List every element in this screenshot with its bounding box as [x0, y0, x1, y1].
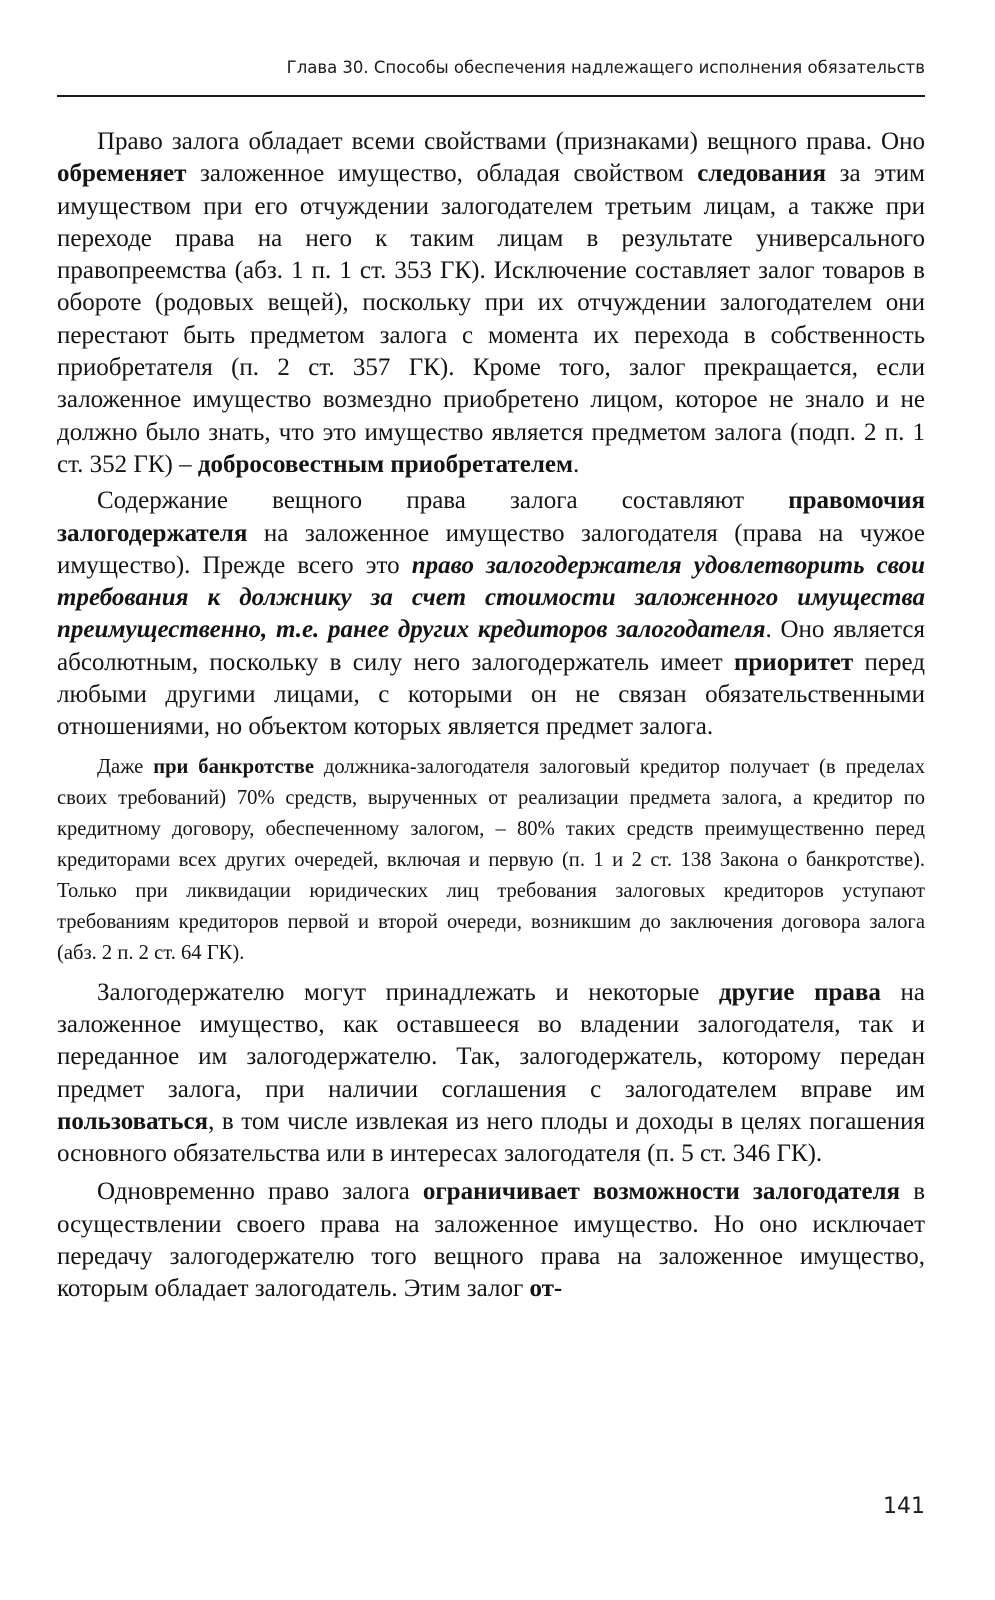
paragraph-pledgee-powers [57, 485, 925, 743]
text-run: на заложенное имущество, как оставшееся во владении залогодателя, так и переданное им залогодержателю. Так, залогодержатель, которому передан предмет залога, при наличии соглашения с залогодателем вправе им [57, 978, 925, 1103]
text-run: Залогодержателю могут принадлежать и некоторые [97, 978, 719, 1006]
text-run: в осуществлении своего права на заложенное имущество. Но оно исключает передачу залогодержателю того вещного права на заложенное имущество, которым обладает залогодатель. Этим залог [57, 1178, 925, 1303]
text-run: на заложенное имущество залогодателя (права на чужое имущество). Прежде всего это [57, 519, 925, 579]
text-run: Право залога обладает всеми свойствами (признаками) вещного права. Оно [97, 128, 925, 155]
running-title: Глава 30. Способы обеспечения надлежащего исполнения обязательств [286, 58, 925, 77]
text-run: Одновременно право залога [97, 1178, 423, 1206]
note-bankruptcy [57, 752, 925, 969]
bold-term: обременяет [57, 160, 187, 188]
text-run: . [573, 450, 580, 478]
bold-term: следования [697, 160, 826, 188]
text-run: за этим имуществом при его отчуждении залогодателем третьим лицам, а также при переходе права на него к таким лицам в результате универсального правопреемства (абз. 1 п. 1 ст. 353 ГК). Исключение составляет залог товаров в обороте (родовых вещей), поскольку при их отчуждении залогодателем они перестают быть предметом залога с момента их перехода в собственность приобретателя (п. 2 ст. 357 ГК). Кроме того, залог прекращается, если заложенное имущество возмездно приобретено лицом, которое не знало и не должно было знать, что это имущество является предметом залога (подп. 2 п. 1 ст. 352 ГК) – [57, 160, 925, 478]
bold-term: при банкротстве [153, 755, 314, 778]
bold-term: приоритет [734, 648, 854, 676]
text-run: перед любыми другими лицами, с которыми он не связан обязательственными отношениями, но объектом которых является предмет залога. [57, 648, 925, 741]
text-run: Даже [97, 755, 154, 778]
bold-italic-definition: право залогодержателя удовлетворить свои требования к должнику за счет стоимости заложенного имущества преимущественно, т.е. ранее других кредиторов залогодателя [57, 551, 926, 644]
paragraph-property-right [57, 126, 925, 481]
bold-term: от- [529, 1275, 563, 1303]
bold-term: пользоваться [57, 1107, 209, 1135]
page-number: 141 [883, 1494, 925, 1519]
bold-term: другие права [718, 978, 881, 1006]
paragraph-limitations [57, 1176, 925, 1305]
bold-term: добросовестным приобретателем [197, 450, 574, 478]
bold-term: ограничивает возможности залогодателя [422, 1178, 901, 1206]
text-run: заложенное имущество, обладая свойством [186, 160, 698, 188]
header-rule [57, 95, 925, 97]
text-run: . Оно является абсолютным, поскольку в силу него залогодержатель имеет [57, 616, 925, 676]
text-run: Содержание вещного права залога составляют [97, 487, 789, 515]
bold-term: правомочия залогодержателя [57, 487, 925, 547]
page-body [57, 126, 925, 1308]
text-run: , в том числе извлекая из него плоды и доходы в целях погашения основного обязательства или в интересах залогодателя (п. 5 ст. 346 ГК). [57, 1107, 925, 1168]
paragraph-other-rights [57, 977, 925, 1171]
text-run: должника-залогодателя залоговый кредитор получает (в пределах своих требований) 70% средств, вырученных от реализации предмета залога, а кредитор по кредитному договору, обеспеченному залогом, – 80% таких средств преимущественно перед кредиторами всех других очередей, включая и первую (п. 1 и 2 ст. 138 Закона о банкротстве). Только при ликвидации юридических лиц требования залоговых кредиторов уступают требованиям кредиторов первой и второй очереди, возникшим до заключения договора залога (абз. 2 п. 2 ст. 64 ГК). [57, 755, 925, 964]
